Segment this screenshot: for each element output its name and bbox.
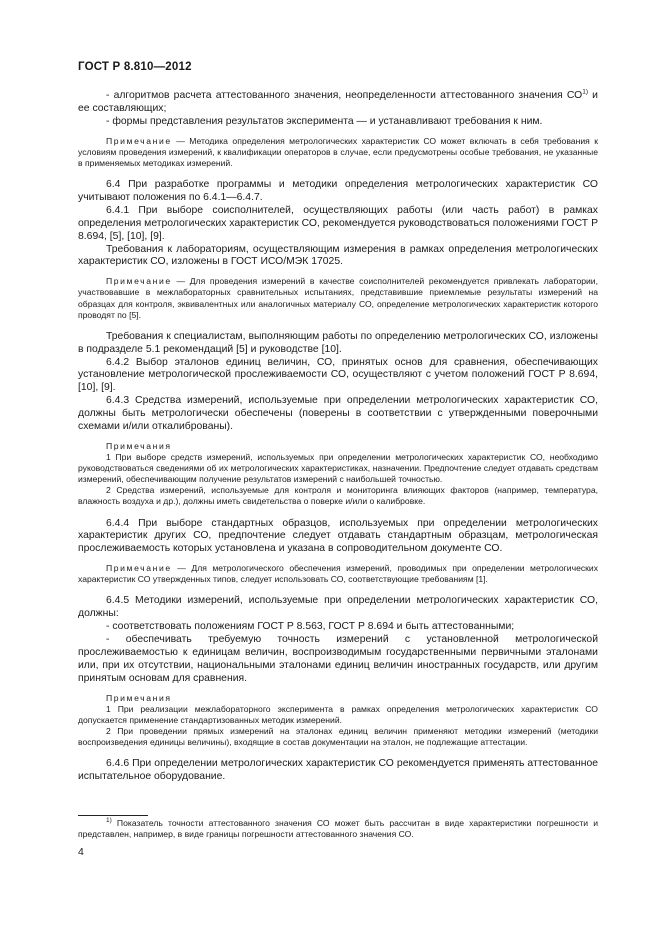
note-label: Примечание [106,563,172,574]
notes-heading [78,441,598,452]
note-item: 1 При выборе средств измерений, используемых при определении метрологических характеристик СО, необходимо руководствоваться сведениями об их метрологических характеристиках, назначении. Предпочтение следует отдавать средствам измерений, обеспечивающим получение результатов измерений с наибольшей точностью. [78,452,598,485]
document-body [78,90,598,784]
note-text: — Для метрологического обеспечения измерений, проводимых при определении метрологических характеристик СО утвержденных типов, следует использовать СО, соответствующие требованиям [1]. [78,563,598,585]
footnote-text: Показатель точности аттестованного значения СО может быть рассчитан в виде характеристики погрешности и представлен, например, в виде границы погрешности аттестованного значения СО. [78,818,598,840]
paragraph-6-4-4: 6.4.4 При выборе стандартных образцов, используемых при определении метрологических характеристик других СО, предпочтение следует отдавать стандартным образцам, метрологическая прослеживаемость которых установлена и указана в сопроводительном документе СО. [78,517,598,555]
notes-label: Примечания [106,692,172,703]
list-item: - соответствовать положениям ГОСТ Р 8.563, ГОСТ Р 8.694 и быть аттестованными; [106,621,515,633]
list-item-text: - алгоритмов расчета аттестованного значения, неопределенности аттестованного значения СО [106,90,583,101]
footnote [78,818,598,840]
note-item: 2 При проведении прямых измерений на эталонах единиц величин применяют методики измерений (методики воспроизведения единицы величины), входящие в состав документации на эталон, не подлежащие аттестации. [78,726,598,748]
list-item-tail: и ее составляющих; [78,90,598,114]
list-item [78,90,598,116]
footnote-marker: 1) [106,817,112,825]
note-label: Примечание [106,276,172,287]
paragraph-6-4-5: 6.4.5 Методики измерений, используемые при определении метрологических характеристик СО, должны: [78,595,598,620]
notes-label: Примечания [106,440,172,451]
paragraph-6-4: 6.4 При разработке программы и методики определения метрологических характеристик СО учитывают положения по 6.4.1—6.4.7. [78,179,598,203]
note-item: 2 Средства измерений, используемые для контроля и мониторинга влияющих факторов (например, температура, влажность воздуха и др.), должны иметь свидетельства о поверке и/или о калибровке. [78,485,598,507]
paragraph-6-4-1: 6.4.1 При выборе соисполнителей, осуществляющих работы (или часть работ) в рамках определения метрологических характеристик СО, рекомендуется руководствоваться положениями ГОСТ Р 8.694, [5], [10], [9]. [78,204,598,242]
paragraph-6-4-2: 6.4.2 Выбор эталонов единиц величин, СО, принятых основ для сравнения, обеспечивающих установление метрологической прослеживаемости СО, осуществляют с учетом положений ГОСТ Р 8.694, [10], [9]. [78,356,598,394]
list-item: - формы представления результатов эксперимента — и устанавливают требования к ним. [106,115,543,127]
note-item: 1 При реализации межлабораторного эксперимента в рамках определения метрологических характеристик СО допускается применение стандартизованных методик измерений. [78,703,598,725]
paragraph-6-4-3: 6.4.3 Средства измерений, используемые при определении метрологических характеристик СО, должны быть метрологически обеспечены (поверены в соответствии с утвержденными поверочными схемами и/или откалиброваны). [78,395,598,433]
note-text: — Для проведения измерений в качестве соисполнителей рекомендуется привлекать лаборатории, участвовавшие в межлабораторных сравнительных испытаниях, представившие приемлемые результаты измерений на образцах для контроля, эквивалентных или аналогичных материалу СО, определение метрологических характеристик которого проводят по [5]. [78,276,598,320]
footnote-ref: 1) [582,88,589,96]
footnote-divider [78,815,148,816]
paragraph-specialists: Требования к специалистам, выполняющим работы по определению метрологических СО, изложены в подразделе 5.1 рекомендаций [5] и руководстве [10]. [78,330,598,355]
note-label: Примечание [106,135,172,146]
note [78,563,598,585]
list-item: - обеспечивать требуемую точность измерений с установленной метрологической прослеживаемостью к единицам величин, воспроизводимым государственными первичными эталонами или, при их отсутствии, национальными эталонами единиц величин иностранных государств, или другим принятым основам для сравнения. [78,634,598,684]
paragraph-6-4-6: 6.4.6 При определении метрологических характеристик СО рекомендуется применять аттестованное испытательное оборудование. [78,758,598,783]
page-number: 4 [78,847,84,858]
note-text: — Методика определения метрологических характеристик СО может включать в себя требования к условиям проведения измерений, к квалификации операторов в случае, если предусмотрены особые требования, не указанные в применяемых методиках измерений. [78,135,598,168]
note [78,136,598,169]
note [78,276,598,320]
notes-heading [78,693,598,704]
paragraph-labs: Требования к лабораториям, осуществляющим измерения в рамках определения метрологических характеристик СО, изложены в ГОСТ ИСО/МЭК 17025. [78,243,598,268]
document-header: ГОСТ Р 8.810—2012 [78,61,192,73]
